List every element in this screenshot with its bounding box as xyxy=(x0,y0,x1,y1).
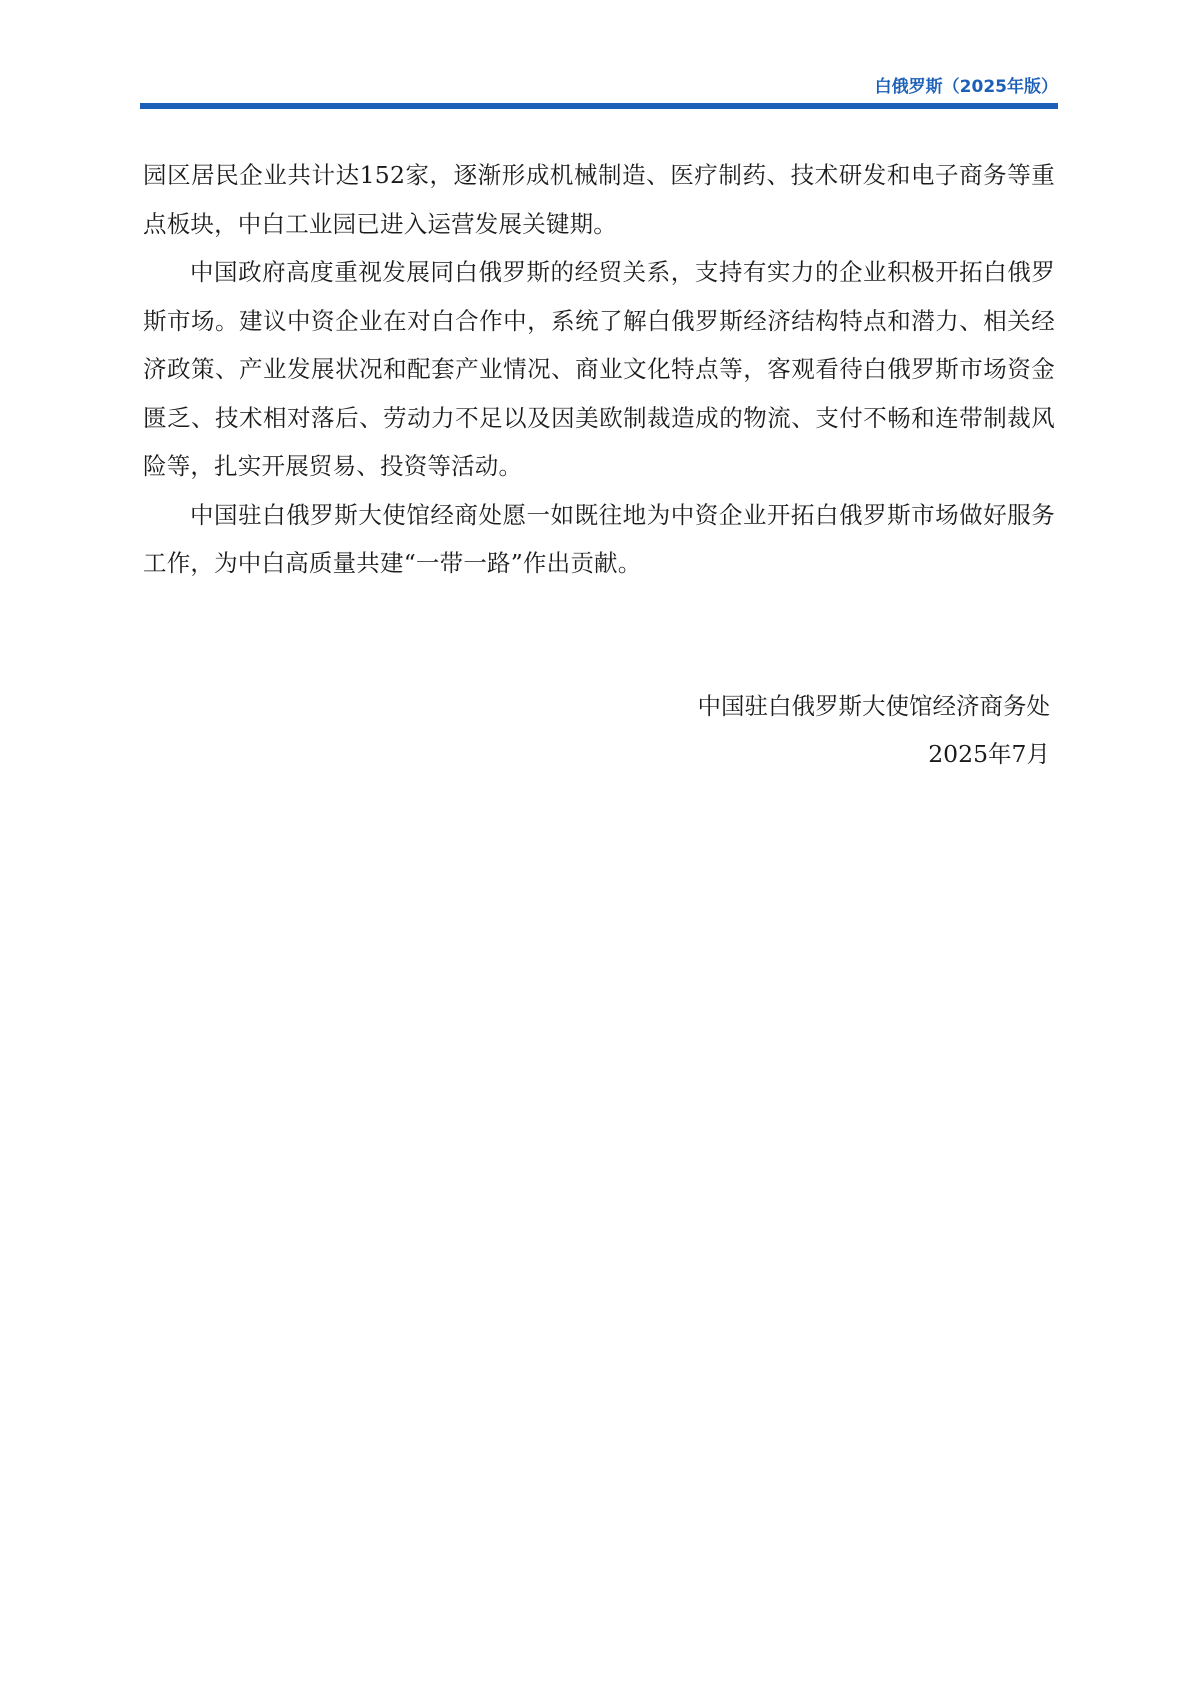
signature-organization: 中国驻白俄罗斯大使馆经济商务处 xyxy=(697,692,1050,720)
paragraph-3: 中国驻白俄罗斯大使馆经商处愿一如既往地为中资企业开拓白俄罗斯市场做好服务工作，为中白高质量共建“一带一路”作出贡献。 xyxy=(143,500,1055,577)
paragraph-2: 中国政府高度重视发展同白俄罗斯的经贸关系，支持有实力的企业积极开拓白俄罗斯市场。建议中资企业在对白合作中，系统了解白俄罗斯经济结构特点和潜力、相关经济政策、产业发展状况和配套产业情况、商业文化特点等，客观看待白俄罗斯市场资金匮乏、技术相对落后、劳动力不足以及因美欧制裁造成的物流、支付不畅和连带制裁风险等，扎实开展贸易、投资等活动。 xyxy=(143,258,1055,480)
body-text xyxy=(143,151,1055,588)
running-header-title: 白俄罗斯（2025年版） xyxy=(874,77,1058,97)
paragraph-1: 园区居民企业共计达152家，逐渐形成机械制造、医疗制药、技术研发和电子商务等重点板块，中白工业园已进入运营发展关键期。 xyxy=(143,161,1055,238)
signature-date: 2025年7月 xyxy=(928,740,1050,768)
signature-block xyxy=(550,682,1050,778)
header-rule xyxy=(140,103,1058,109)
